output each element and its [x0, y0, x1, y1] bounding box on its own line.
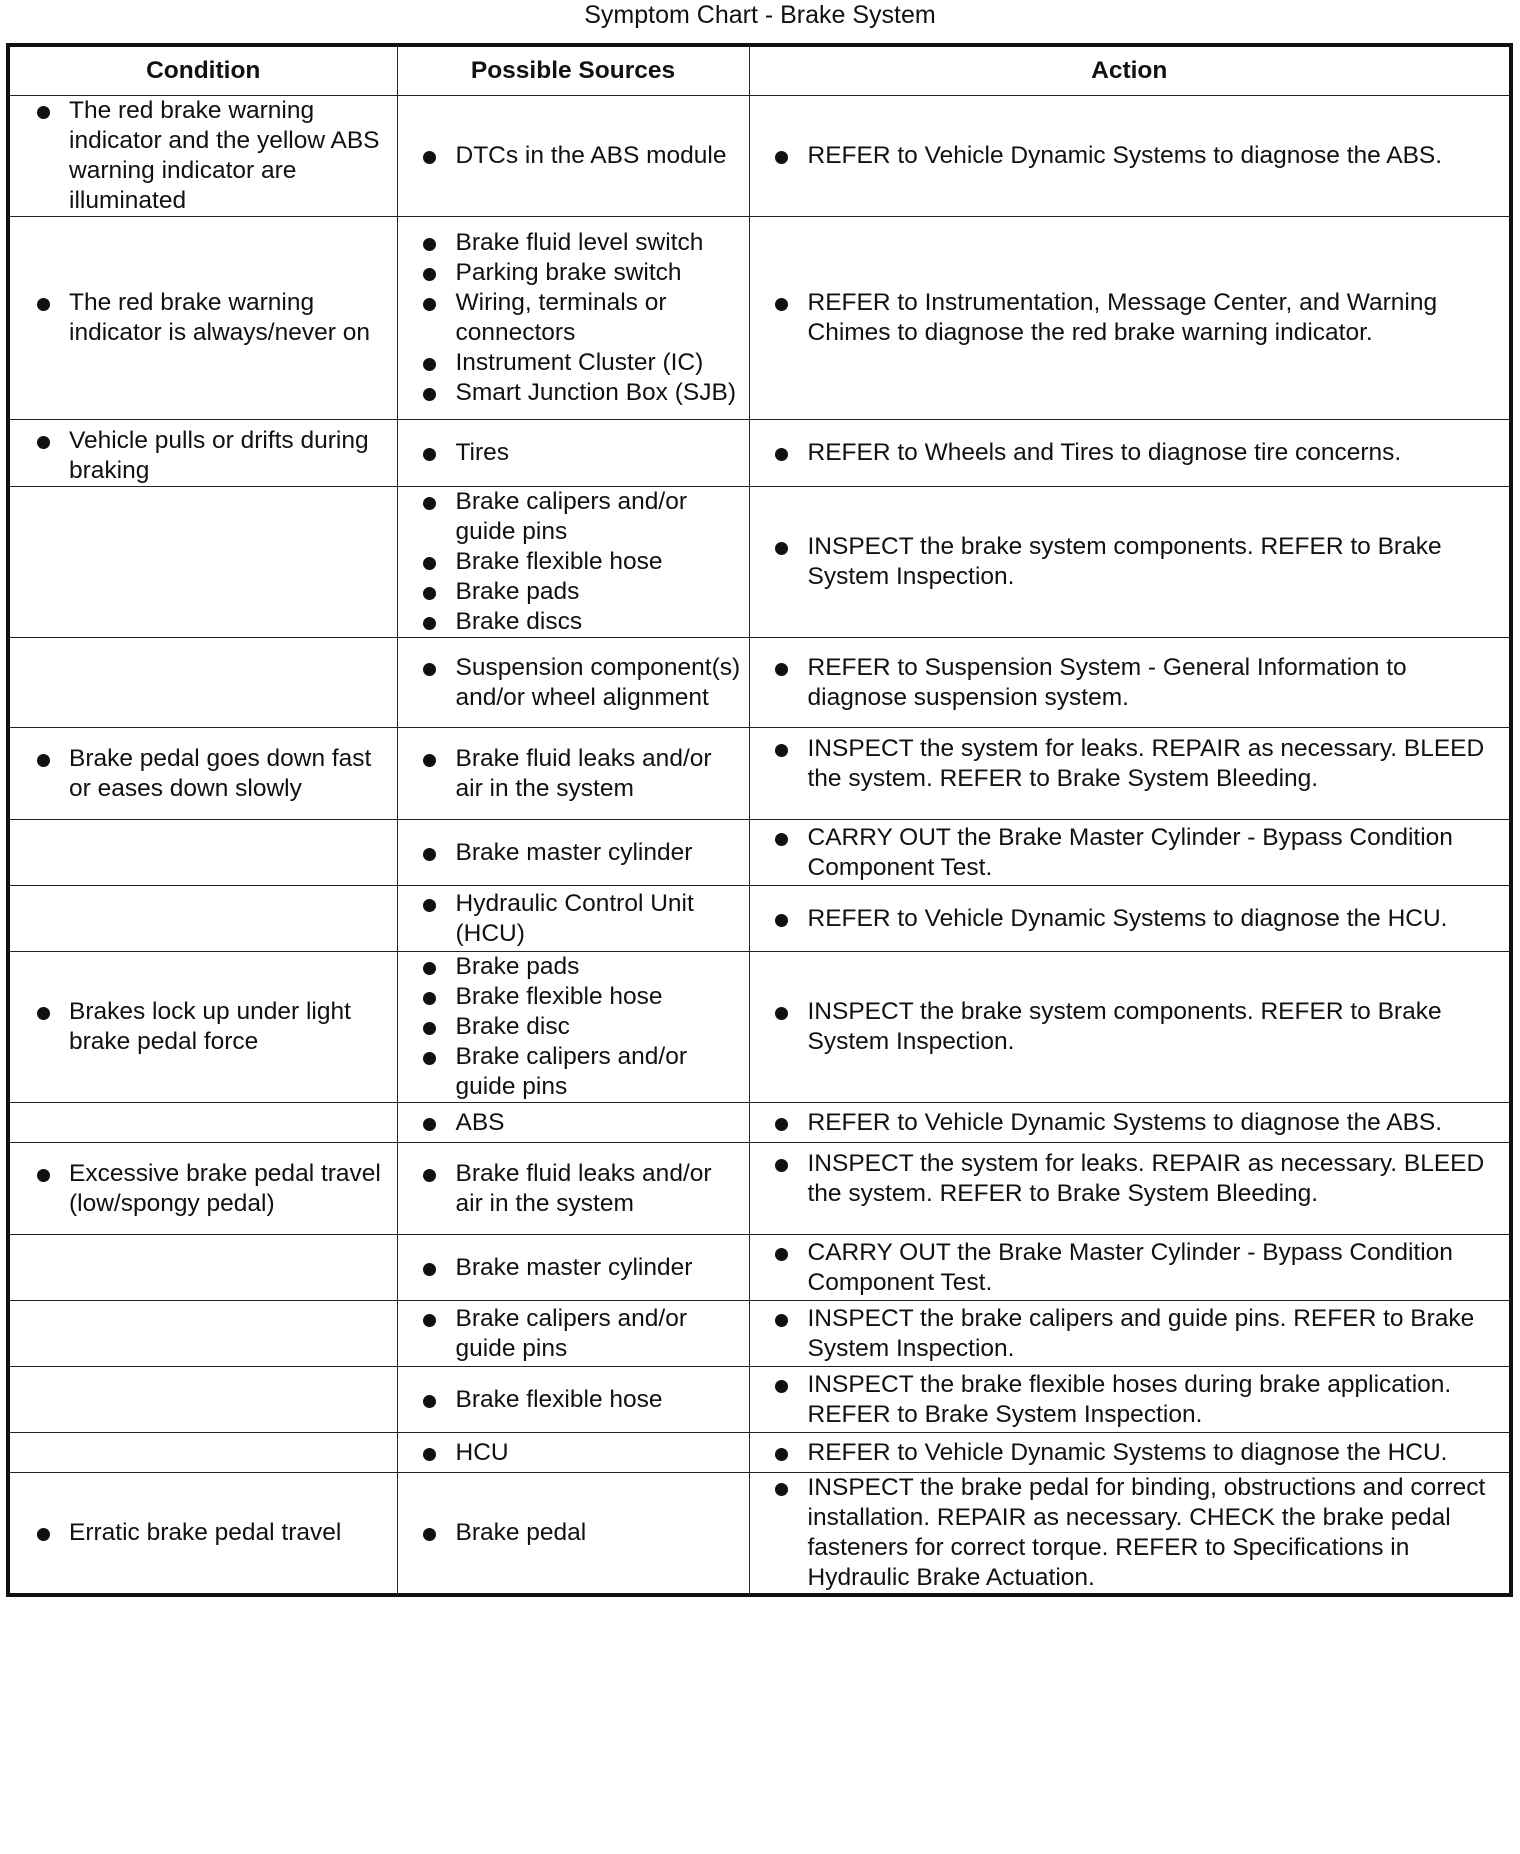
table-row [8, 1103, 1511, 1143]
table-row [8, 1301, 1511, 1367]
table-row [8, 820, 1511, 886]
action-text: REFER to Vehicle Dynamic Systems to diagnose the ABS. [750, 141, 1510, 171]
action-text: INSPECT the brake pedal for binding, obstructions and correct installation. REPAIR as necessary. CHECK the brake pedal fasteners for correct torque. REFER to Specifications in Hydraulic Brake Actuation. [750, 1473, 1510, 1593]
table-row [8, 1473, 1511, 1596]
table-row [8, 487, 1511, 638]
action-text: REFER to Vehicle Dynamic Systems to diagnose the HCU. [750, 1438, 1510, 1468]
sources-cell [397, 1367, 749, 1433]
action-cell [749, 96, 1511, 217]
action-text: REFER to Instrumentation, Message Center, and Warning Chimes to diagnose the red brake warning indicator. [750, 288, 1510, 348]
source-item: Brake pedal [398, 1518, 749, 1548]
condition-text: Excessive brake pedal travel (low/spongy pedal) [10, 1159, 397, 1219]
condition-cell [8, 1235, 397, 1301]
condition-cell [8, 638, 397, 728]
action-text: REFER to Wheels and Tires to diagnose tire concerns. [750, 438, 1510, 468]
table-row [8, 217, 1511, 420]
condition-cell [8, 1433, 397, 1473]
source-item: Parking brake switch [398, 258, 749, 288]
action-cell [749, 1235, 1511, 1301]
sources-cell [397, 1103, 749, 1143]
source-item: Brake flexible hose [398, 1385, 749, 1415]
sources-cell [397, 820, 749, 886]
condition-cell [8, 217, 397, 420]
condition-cell [8, 487, 397, 638]
condition-cell [8, 728, 397, 820]
source-item: Smart Junction Box (SJB) [398, 378, 749, 408]
source-item: Instrument Cluster (IC) [398, 348, 749, 378]
source-item: Brake master cylinder [398, 1253, 749, 1283]
source-item: Suspension component(s) and/or wheel alignment [398, 653, 749, 713]
action-text: INSPECT the brake system components. REFER to Brake System Inspection. [750, 997, 1510, 1057]
action-text: REFER to Vehicle Dynamic Systems to diagnose the HCU. [750, 904, 1510, 934]
source-item: Brake fluid level switch [398, 228, 749, 258]
condition-cell [8, 886, 397, 952]
sources-cell [397, 886, 749, 952]
condition-cell [8, 1367, 397, 1433]
action-cell [749, 487, 1511, 638]
table-row [8, 1367, 1511, 1433]
action-text: INSPECT the system for leaks. REPAIR as necessary. BLEED the system. REFER to Brake System Bleeding. [750, 734, 1510, 794]
action-cell [749, 217, 1511, 420]
source-item: Brake pads [398, 577, 749, 607]
action-cell [749, 728, 1511, 820]
source-item: Brake fluid leaks and/or air in the system [398, 1159, 749, 1219]
condition-text: Brakes lock up under light brake pedal force [10, 997, 397, 1057]
source-item: Hydraulic Control Unit (HCU) [398, 889, 749, 949]
source-item: Brake pads [398, 952, 749, 982]
header-action: Action [749, 45, 1511, 96]
action-cell [749, 886, 1511, 952]
action-text: CARRY OUT the Brake Master Cylinder - Bypass Condition Component Test. [750, 823, 1510, 883]
source-item: Wiring, terminals or connectors [398, 288, 749, 348]
condition-cell [8, 420, 397, 487]
table-row [8, 1143, 1511, 1235]
source-item: HCU [398, 1438, 749, 1468]
condition-text: Vehicle pulls or drifts during braking [10, 426, 397, 486]
source-item: Brake calipers and/or guide pins [398, 487, 749, 547]
action-text: INSPECT the brake system components. REFER to Brake System Inspection. [750, 532, 1510, 592]
table-row [8, 420, 1511, 487]
action-cell [749, 638, 1511, 728]
sources-cell [397, 96, 749, 217]
chart-title: Symptom Chart - Brake System [584, 1, 936, 29]
table-row [8, 1433, 1511, 1473]
action-cell [749, 1301, 1511, 1367]
header-row [8, 45, 1511, 96]
table-row [8, 886, 1511, 952]
condition-cell [8, 1301, 397, 1367]
action-cell [749, 952, 1511, 1103]
source-item: Brake calipers and/or guide pins [398, 1042, 749, 1102]
condition-cell [8, 820, 397, 886]
action-text: INSPECT the system for leaks. REPAIR as necessary. BLEED the system. REFER to Brake System Bleeding. [750, 1149, 1510, 1209]
table-row [8, 638, 1511, 728]
source-item: DTCs in the ABS module [398, 141, 749, 171]
sources-cell [397, 1473, 749, 1596]
action-text: CARRY OUT the Brake Master Cylinder - Bypass Condition Component Test. [750, 1238, 1510, 1298]
source-item: Tires [398, 438, 749, 468]
source-item: Brake fluid leaks and/or air in the system [398, 744, 749, 804]
action-cell [749, 1433, 1511, 1473]
source-item: Brake disc [398, 1012, 749, 1042]
table-row [8, 1235, 1511, 1301]
symptom-table [6, 43, 1513, 1597]
condition-cell [8, 1103, 397, 1143]
action-cell [749, 1143, 1511, 1235]
action-text: REFER to Suspension System - General Information to diagnose suspension system. [750, 653, 1510, 713]
condition-text: Brake pedal goes down fast or eases down slowly [10, 744, 397, 804]
source-item: ABS [398, 1108, 749, 1138]
sources-cell [397, 420, 749, 487]
sources-cell [397, 487, 749, 638]
action-text: REFER to Vehicle Dynamic Systems to diagnose the ABS. [750, 1108, 1510, 1138]
condition-cell [8, 96, 397, 217]
action-text: INSPECT the brake flexible hoses during brake application. REFER to Brake System Inspection. [750, 1370, 1510, 1430]
condition-cell [8, 952, 397, 1103]
action-cell [749, 420, 1511, 487]
sources-cell [397, 728, 749, 820]
condition-cell [8, 1143, 397, 1235]
table-row [8, 728, 1511, 820]
sources-cell [397, 1143, 749, 1235]
action-cell [749, 820, 1511, 886]
source-item: Brake master cylinder [398, 838, 749, 868]
source-item: Brake calipers and/or guide pins [398, 1304, 749, 1364]
condition-text: Erratic brake pedal travel [10, 1518, 397, 1548]
header-condition: Condition [8, 45, 397, 96]
sources-cell [397, 1301, 749, 1367]
condition-text: The red brake warning indicator and the yellow ABS warning indicator are illuminated [10, 96, 397, 216]
sources-cell [397, 952, 749, 1103]
action-cell [749, 1367, 1511, 1433]
header-possible-sources: Possible Sources [397, 45, 749, 96]
source-item: Brake discs [398, 607, 749, 637]
source-item: Brake flexible hose [398, 547, 749, 577]
source-item: Brake flexible hose [398, 982, 749, 1012]
sources-cell [397, 1433, 749, 1473]
sources-cell [397, 638, 749, 728]
action-cell [749, 1473, 1511, 1596]
condition-text: The red brake warning indicator is always/never on [10, 288, 397, 348]
action-text: INSPECT the brake calipers and guide pins. REFER to Brake System Inspection. [750, 1304, 1510, 1364]
sources-cell [397, 1235, 749, 1301]
action-cell [749, 1103, 1511, 1143]
table-row [8, 96, 1511, 217]
sources-cell [397, 217, 749, 420]
condition-cell [8, 1473, 397, 1596]
table-row [8, 952, 1511, 1103]
